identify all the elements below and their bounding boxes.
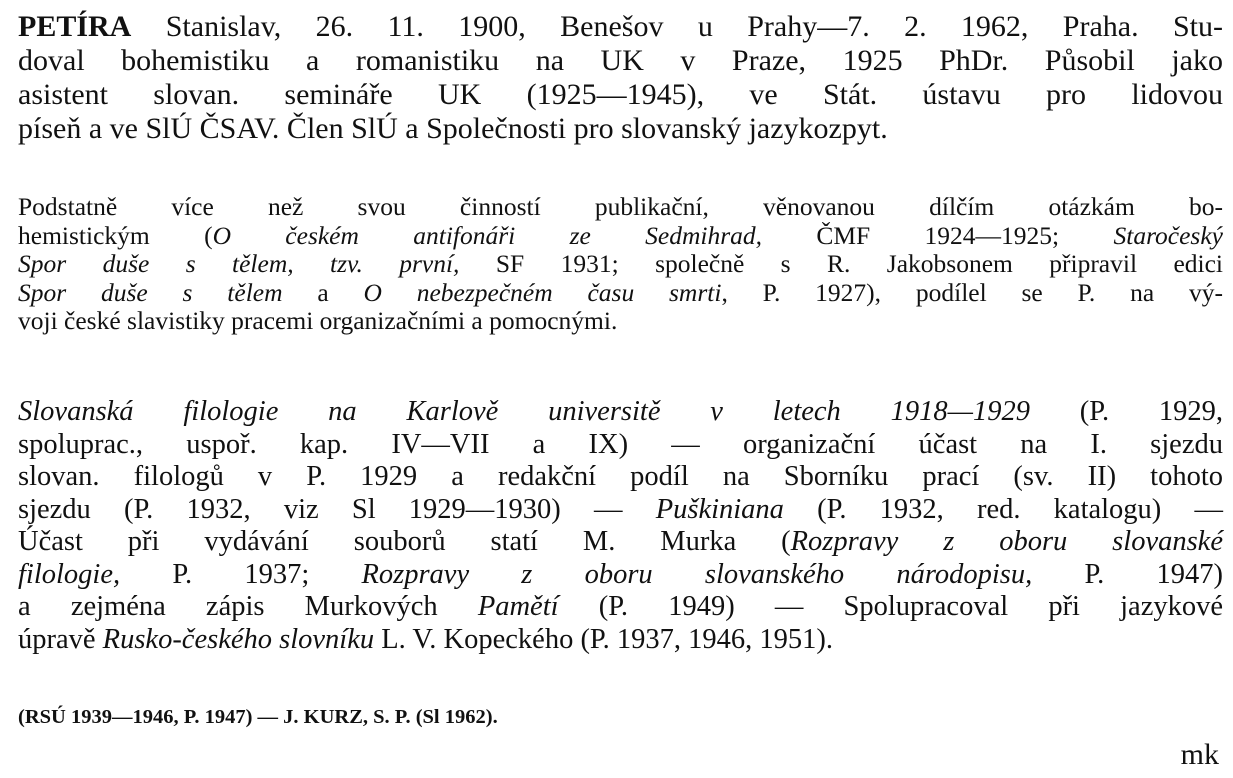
bio-line: doval bohemistiku a romanistiku na UK v Praze, 1925 PhDr. Působil jako (18, 44, 1223, 77)
sources-line: (RSÚ 1939—1946, P. 1947) — J. KURZ, S. P. (Sl 1962). (18, 706, 498, 728)
activity-line (18, 279, 1223, 308)
text-run: sjezdu (P. 1932, viz Sl 1929—1930) — (18, 493, 656, 525)
work-title: Rusko-českého slovníku (102, 623, 375, 655)
work-title: Staročeský (1113, 220, 1223, 250)
text-run: úpravě (18, 623, 103, 655)
work-title: Puškiniana (655, 493, 784, 525)
text-run: a zejména zápis Murkových (18, 591, 478, 622)
text-run: , P. 1927), podílel se P. na vý- (721, 277, 1223, 307)
text-run: (P. 1929, (1029, 396, 1224, 427)
activity-line (18, 250, 1223, 279)
text-run: hemistickým ( (18, 220, 213, 250)
sources-note (18, 705, 1223, 729)
entry-surname: PETÍRA (18, 10, 132, 43)
bibliography-paragraph (18, 396, 1223, 656)
text-run: L. V. Kopeckého (P. 1937, 1946, 1951). (374, 623, 833, 655)
bibliography-line (18, 624, 1223, 657)
work-title: Rozpravy z oboru slovanské (790, 526, 1223, 557)
bio-line: asistent slovan. semináře UK (1925—1945), ve Stát. ústavu pro lidovou (18, 78, 1223, 111)
activity-paragraph (18, 193, 1223, 336)
activity-line: Podstatně více než svou činností publikační, věnovanou dílčím otázkám bo- (18, 192, 1223, 221)
work-title: O nebezpečném času smrti (363, 277, 722, 307)
bibliography-line (18, 559, 1223, 592)
bibliography-line (18, 396, 1223, 429)
text-run: Účast při vydávání souborů statí M. Murka ( (18, 526, 791, 557)
bibliography-line (18, 526, 1223, 559)
work-title: O českém antifonáři ze Sedmihrad, (212, 220, 763, 250)
work-title: Spor duše s tělem, tzv. první, (18, 249, 460, 278)
work-title: Rozpravy z oboru slovanského národopisu, (361, 558, 1033, 590)
bibliography-line: slovan. filologů v P. 1929 a redakční podíl na Sborníku prací (sv. II) tohoto (18, 461, 1223, 492)
work-title: Pamětí (477, 591, 559, 622)
work-title: Slovanská filologie na Karlově universitě v letech 1918—1929 (18, 396, 1030, 427)
text-run: (P. 1949) — Spolupracoval při jazykové (558, 591, 1224, 622)
text-run: P. 1947) (1032, 558, 1223, 590)
work-title: filologie, (18, 558, 121, 590)
text-run: (P. 1932, red. katalogu) — (783, 493, 1223, 525)
bibliography-line (18, 494, 1223, 527)
biography-paragraph (18, 10, 1223, 146)
text-run: P. 1937; (120, 558, 362, 590)
activity-line: voji české slavistiky pracemi organizačními a pomocnými. (18, 306, 618, 335)
author-initials: mk (1180, 738, 1219, 771)
bio-line: píseň a ve SlÚ ČSAV. Člen SlÚ a Společnosti pro slovanský jazykozpyt. (18, 112, 888, 145)
text-run: a (282, 277, 364, 307)
bio-line (18, 10, 1223, 44)
bio-text: Stanislav, 26. 11. 1900, Benešov u Prahy—7. 2. 1962, Praha. Stu- (131, 10, 1223, 43)
bibliography-line (18, 591, 1223, 624)
text-run: ČMF 1924—1925; (762, 220, 1114, 250)
work-title: Spor duše s tělem (18, 277, 283, 307)
text-run: SF 1931; společně s R. Jakobsonem připravil edici (459, 249, 1223, 278)
bibliography-line: spoluprac., uspoř. kap. IV—VII a IX) — organizační účast na I. sjezdu (18, 428, 1223, 460)
activity-line (18, 222, 1223, 251)
